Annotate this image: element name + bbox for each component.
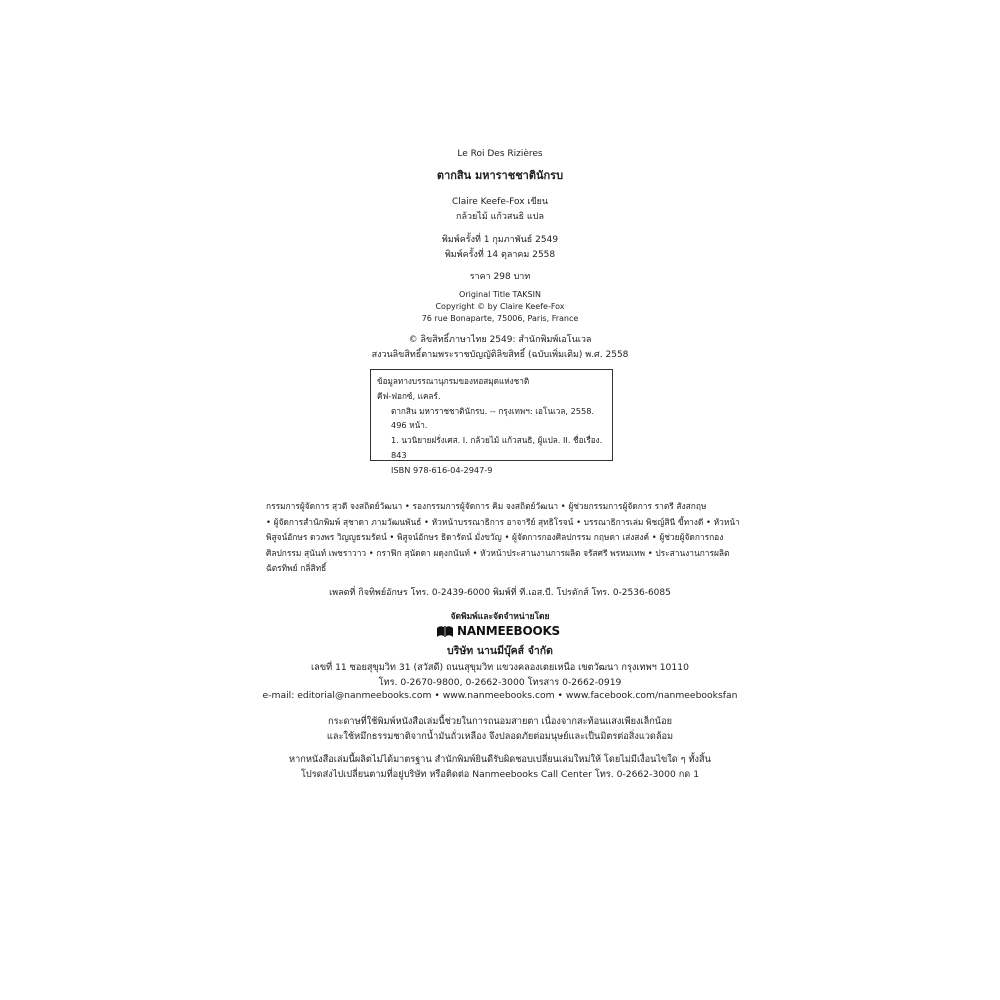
cip-heading: ข้อมูลทางบรรณานุกรมของหอสมุดแห่งชาติ: [377, 376, 530, 386]
rights-reserved-notice: สงวนลิขสิทธิ์ตามพระราชบัญญัติลิขสิทธิ์ (ฉบับเพิ่มเติม) พ.ศ. 2558: [371, 350, 629, 360]
credits-line: • ผู้จัดการสำนักพิมพ์ สุชาดา ภามวัฒนพันธ์ • หัวหน้าบรรณาธิการ อาจารีย์ สุทธิโรจน์ • บรรณาธิการเล่ม พิชญ์สินี ขี้ทางดี • หัวหน้า: [266, 516, 740, 527]
price: ราคา 298 บาท: [469, 272, 531, 282]
original-title: Original Title TAKSIN: [459, 290, 541, 299]
book-logo-icon: [436, 623, 454, 639]
credits-line: ศิลปกรรม สุนันท์ เพชราวาว • กราฟิก สุนัดดา ผดุงกนันท์ • หัวหน้าประสานงานการผลิต จรัสศรี พรหมเทพ • ประสานงานการผลิต: [266, 547, 730, 558]
publisher-company-name: บริษัท นานมีบุ๊คส์ จำกัด: [447, 645, 553, 657]
current-print-date: พิมพ์ครั้งที่ 14 ตุลาคม 2558: [444, 250, 556, 260]
thai-rights-notice: © ลิขสิทธิ์ภาษาไทย 2549: สำนักพิมพ์เอโนเวล: [408, 335, 592, 345]
cip-author: คีฟ-ฟอกซ์, แคลร์.: [377, 390, 441, 401]
publisher-online-contacts: e-mail: editorial@nanmeebooks.com • www.nanmeebooks.com • www.facebook.com/nanmeebooksfan: [262, 690, 738, 701]
thai-book-title: ตากสิน มหาราชชาตินักรบ: [436, 169, 564, 182]
publisher-phones: โทร. 0-2670-9800, 0-2662-3000 โทรสาร 0-2662-0919: [378, 677, 622, 688]
nanmeebooks-logo: [436, 623, 560, 639]
credits-line: พิสูจน์อักษร ดวงพร วิญญูธรมรัตน์ • พิสูจน์อักษร ธิดารัตน์ มั่งขวัญ • ผู้จัดการกองศิลปกรรม กฤษดา เส่งสงค์ • ผู้ช่วยผู้จัดการกอง: [266, 532, 724, 542]
cip-class-number: 843: [391, 449, 407, 460]
cip-subjects: 1. นวนิยายฝรั่งเศส. I. กล้วยไม้ แก้วสนธิ, ผู้แปล. II. ชื่อเรื่อง.: [391, 435, 603, 446]
credits-line: กรรมการผู้จัดการ สุวดี จงสถิตย์วัฒนา • รองกรรมการผู้จัดการ คิม จงสถิตย์วัฒนา • ผู้ช่วยกรรมการผู้จัดการ ราตรี สังสกฤษ: [266, 501, 707, 511]
author-credit: Claire Keefe-Fox เขียน: [451, 197, 549, 207]
publisher-address: เลขที่ 11 ซอยสุขุมวิท 31 (สวัสดี) ถนนสุขุมวิท แขวงคลองเตยเหนือ เขตวัฒนา กรุงเทพฯ 10110: [311, 662, 689, 673]
cip-pages: 496 หน้า.: [391, 420, 428, 431]
translator-credit: กล้วยไม้ แก้วสนธิ แปล: [456, 212, 544, 222]
distributed-by-label: จัดพิมพ์และจัดจำหน่ายโดย: [450, 612, 550, 622]
paper-note-line: และใช้หมึกธรรมชาติจากน้ำมันถั่วเหลือง จึงปลอดภัยต่อมนุษย์และเป็นมิตรต่อสิ่งแวดล้อม: [326, 731, 674, 742]
defect-policy-line: โปรดส่งไปเปลี่ยนตามที่อยู่บริษัท หรือติดต่อ Nanmeebooks Call Center โทร. 0-2662-3000 กด 1: [300, 769, 700, 780]
defect-policy-line: หากหนังสือเล่มนี้ผลิตไม่ได้มาตรฐาน สำนักพิมพ์ยินดีรับผิดชอบเปลี่ยนเล่มใหม่ให้ โดยไม่มีเงื่อนไขใด ๆ ทั้งสิ้น: [289, 754, 711, 765]
cip-title: ตากสิน มหาราชชาตินักรบ. -- กรุงเทพฯ: เอโนเวล, 2558.: [391, 405, 595, 416]
logo-wordmark: NANMEEBOOKS: [457, 624, 560, 638]
first-print-date: พิมพ์ครั้งที่ 1 กุมภาพันธ์ 2549: [441, 235, 559, 245]
credits-line: ฉัตรทิพย์ กลิ่สิทธิ์: [266, 563, 327, 573]
staff-credits: [266, 499, 742, 577]
cip-isbn: ISBN 978-616-04-2947-9: [391, 464, 493, 475]
cataloging-in-publication-box: [370, 369, 613, 475]
copyright-owner: Copyright © by Claire Keefe-Fox: [435, 302, 565, 311]
paper-note-line: กระดาษที่ใช้พิมพ์หนังสือเล่มนี้ช่วยในการถนอมสายตา เนื่องจากสะท้อนแสงเพียงเล็กน้อย: [328, 716, 672, 727]
printing-info: เพลตที่ กิจทิพย์อักษร โทร. 0-2439-6000 พิมพ์ที่ ที.เอส.บี. โปรดักส์ โทร. 0-2536-6085: [329, 588, 671, 598]
original-french-title: Le Roi Des Rizières: [457, 149, 543, 159]
copyright-address: 76 rue Bonaparte, 75006, Paris, France: [421, 314, 579, 323]
